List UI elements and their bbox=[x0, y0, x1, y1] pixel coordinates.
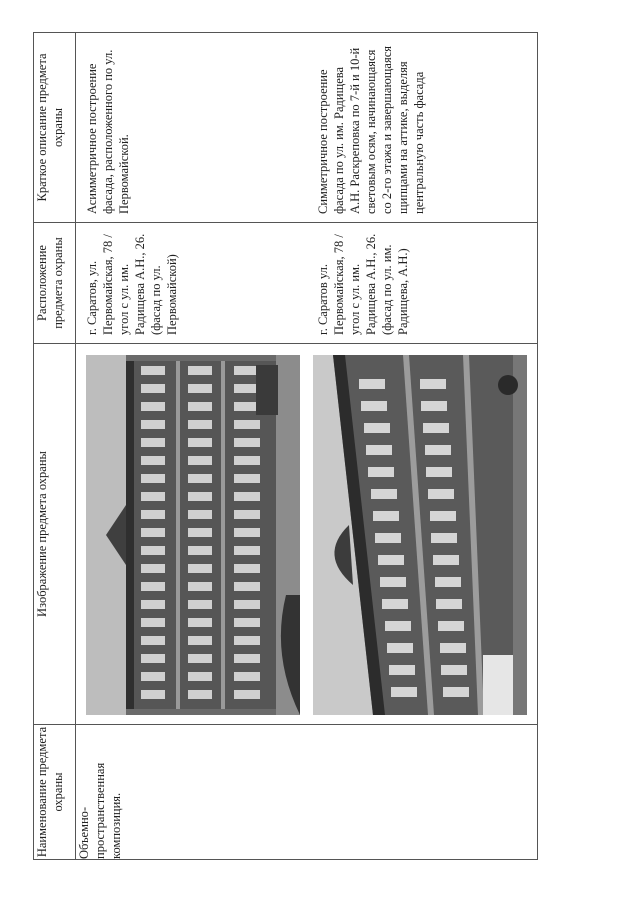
header-row bbox=[34, 33, 76, 860]
building-facade-photo bbox=[86, 355, 300, 715]
description-text: Симметричное построение фасада по ул. им. Радищева А.Н. Раскреповка по 7-й и 10-й световым осям, начинающаяся со 2-го этажа и завершающаяся щипцами на аттике, выделяя центральную часть фасада bbox=[315, 45, 426, 214]
building-facade-photo bbox=[313, 355, 527, 715]
header-name: Наименование предмета охраны bbox=[34, 725, 76, 860]
description-cell bbox=[76, 33, 538, 223]
header-image: Изображение предмета охраны bbox=[34, 344, 76, 725]
description-text: Асимметричное построение фасада, расположенного по ул. Первомайской. bbox=[85, 49, 131, 214]
header-location: Расположение предмета охраны bbox=[34, 223, 76, 344]
name-cell: Объемно-пространственная композиция. bbox=[76, 725, 538, 860]
heritage-table bbox=[33, 32, 538, 860]
image-cell bbox=[76, 344, 538, 725]
location-cell bbox=[76, 223, 538, 344]
table-row bbox=[76, 33, 538, 860]
header-description: Краткое описание предмета охраны bbox=[34, 33, 76, 223]
location-text: г. Саратов ул. Первомайская, 78 / угол с ул. им. Радищева А.Н., 26. (фасад по ул. им. Радищева, А.Н.) bbox=[315, 233, 410, 335]
location-text: г. Саратов, ул. Первомайская, 78 / угол с ул. им. Радищева А.Н., 26. (фасад по ул. Первомайской) bbox=[85, 233, 179, 335]
